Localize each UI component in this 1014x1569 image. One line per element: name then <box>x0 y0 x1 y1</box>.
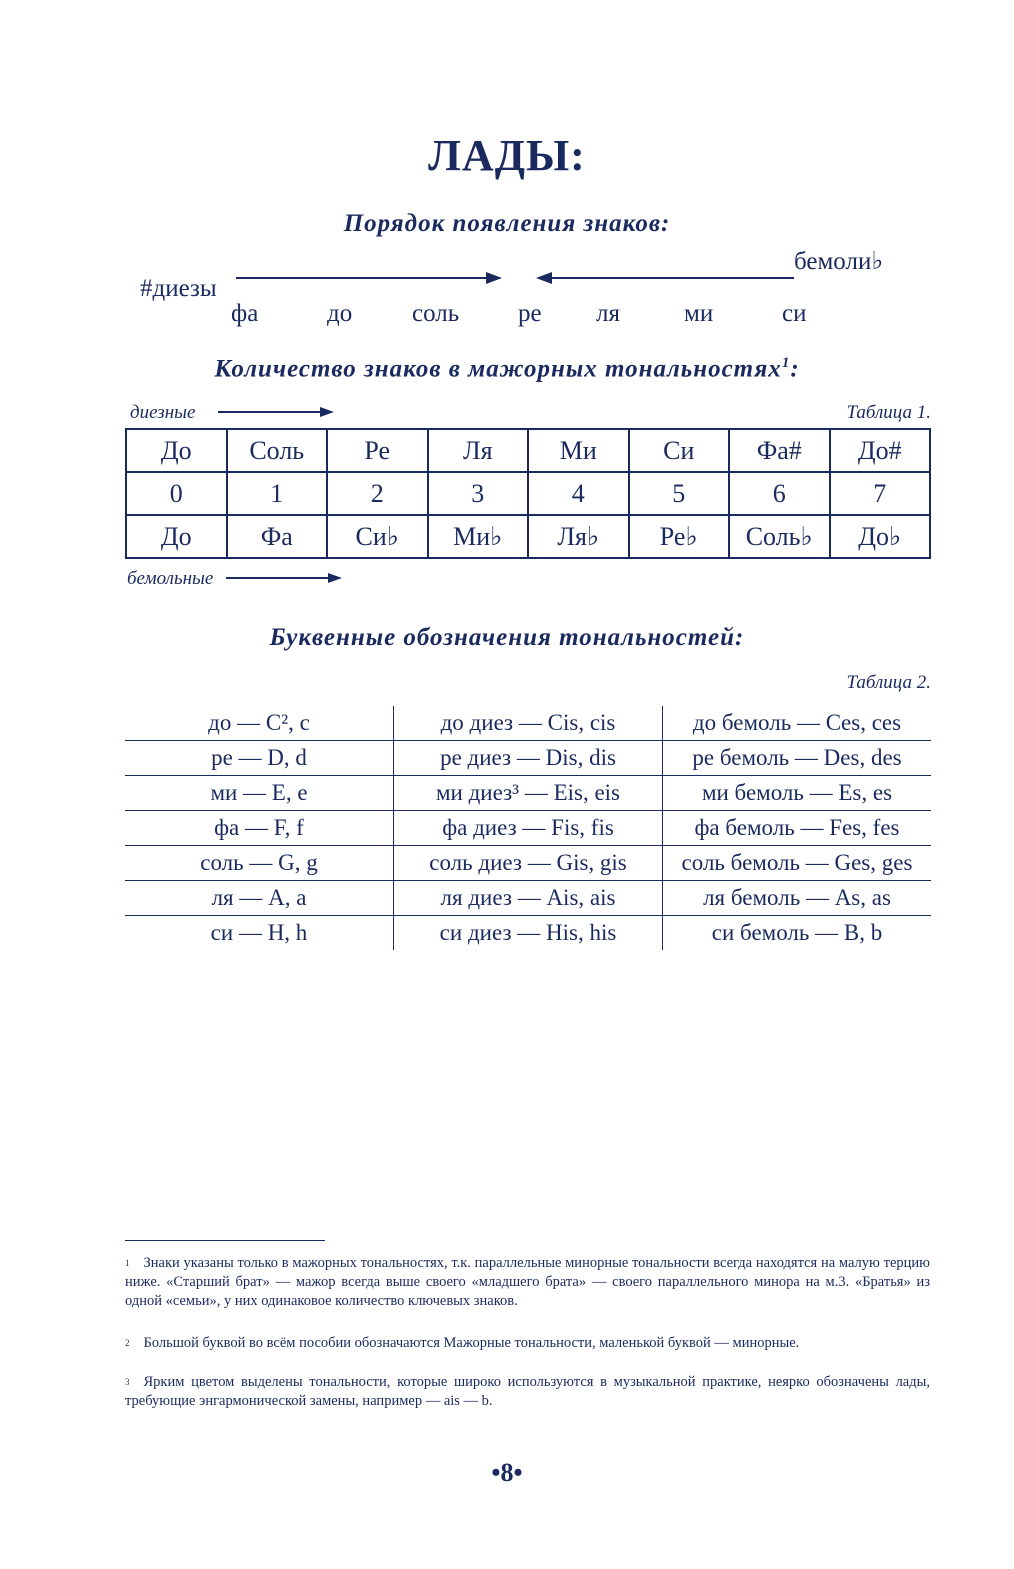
footnote-number: 3 <box>125 1377 130 1387</box>
table1-heading-text: Количество знаков в мажорных тональностях <box>214 355 782 383</box>
table-cell: си — H, h <box>125 916 394 951</box>
table2-heading: Буквенные обозначения тональностей: <box>269 624 745 651</box>
order-note: ми <box>684 300 714 327</box>
table-row <box>125 706 931 741</box>
table1-heading-colon: : <box>790 355 800 383</box>
flat-keys-label: бемольные <box>127 568 214 589</box>
table-cell: Ми <box>528 429 629 472</box>
table-cell: 3 <box>428 472 529 515</box>
table-cell: Ми♭ <box>428 515 529 558</box>
table-cell: до диез — Cis, cis <box>394 706 663 741</box>
order-note: соль <box>412 300 460 327</box>
table-row <box>125 916 931 951</box>
table-cell: ре диез — Dis, dis <box>394 741 663 776</box>
table-cell: ля бемоль — As, as <box>663 881 932 916</box>
letter-names-table <box>125 706 931 950</box>
flats-arrow-icon <box>532 268 794 288</box>
table-row <box>125 846 931 881</box>
table-cell: 7 <box>830 472 931 515</box>
table-cell: Си♭ <box>327 515 428 558</box>
footnote-number: 2 <box>125 1338 130 1348</box>
sharp-keys-row <box>126 429 930 472</box>
table-row <box>125 741 931 776</box>
order-note: ре <box>518 300 542 327</box>
table-cell: ля — A, a <box>125 881 394 916</box>
table-cell: До♭ <box>830 515 931 558</box>
table-cell: До <box>126 515 227 558</box>
table-cell: ре бемоль — Des, des <box>663 741 932 776</box>
table-cell: соль диез — Gis, gis <box>394 846 663 881</box>
table-cell: Фа# <box>729 429 830 472</box>
table-row <box>125 881 931 916</box>
table2-caption: Таблица 2. <box>846 672 931 693</box>
footnote-text: Знаки указаны только в мажорных тональностях, т.к. параллельные минорные тональности всегда находятся на малую терцию ниже. «Старший брат» — мажор всегда выше своего «младшего брата» — своего параллельного минора на м.3. «Братья» из одной «семьи», у них одинаковое количество ключевых знаков. <box>125 1255 930 1309</box>
table-cell: Ре <box>327 429 428 472</box>
table-cell: Ре♭ <box>629 515 730 558</box>
order-note: ля <box>596 300 620 327</box>
order-note: до <box>327 300 353 327</box>
table-cell: до — C², c <box>125 706 394 741</box>
footnote-divider <box>125 1240 325 1241</box>
table-cell: ми диез³ — Eis, eis <box>394 776 663 811</box>
table-cell: Соль♭ <box>729 515 830 558</box>
table-cell: До# <box>830 429 931 472</box>
table-cell: 5 <box>629 472 730 515</box>
sharp-keys-label: диезные <box>130 402 196 423</box>
table-cell: фа диез — Fis, fis <box>394 811 663 846</box>
table-cell: 2 <box>327 472 428 515</box>
table-cell: 0 <box>126 472 227 515</box>
table-cell: Соль <box>227 429 328 472</box>
flat-keys-arrow-icon <box>226 570 344 586</box>
accidentals-count-table <box>125 428 931 559</box>
table-cell: ми бемоль — Es, es <box>663 776 932 811</box>
table-row <box>125 776 931 811</box>
table-cell: Ля <box>428 429 529 472</box>
table-cell: фа — F, f <box>125 811 394 846</box>
table1-heading-footnote-ref: 1 <box>781 355 791 371</box>
table-cell: си бемоль — B, b <box>711 920 883 945</box>
table-cell: ми — E, e <box>125 776 394 811</box>
table-row <box>125 811 931 846</box>
table-cell: соль — G, g <box>125 846 394 881</box>
table-cell: Ля♭ <box>528 515 629 558</box>
table-cell: Си <box>629 429 730 472</box>
table-cell: си диез — His, his <box>394 916 663 951</box>
sharps-arrow-icon <box>236 268 506 288</box>
table-cell: фа бемоль — Fes, fes <box>663 811 932 846</box>
table-cell: ля диез — Ais, ais <box>394 881 663 916</box>
table-cell: 4 <box>528 472 629 515</box>
footnote-number: 1 <box>125 1258 130 1268</box>
table-cell: соль бемоль — Ges, ges <box>663 846 932 881</box>
sharp-keys-arrow-icon <box>218 404 336 420</box>
table-cell: 1 <box>227 472 328 515</box>
footnote-text: Большой буквой во всём пособии обозначаются Мажорные тональности, маленькой буквой — минорные. <box>143 1335 800 1351</box>
page-number: •8• <box>491 1458 523 1487</box>
page-title: ЛАДЫ: <box>428 131 586 180</box>
footnote-text: Ярким цветом выделены тональности, которые широко используются в музыкальной практике, неярко обозначены лады, требующие энгармонической замены, например — ais — b. <box>125 1374 930 1409</box>
footnote <box>125 1254 930 1311</box>
order-note: фа <box>231 300 259 327</box>
flat-keys-row <box>126 515 930 558</box>
sharps-label: #диезы <box>140 275 217 302</box>
table-cell: До <box>126 429 227 472</box>
table-cell: 6 <box>729 472 830 515</box>
footnote <box>125 1373 930 1411</box>
flats-label: бемоли♭ <box>794 248 884 275</box>
table-cell: Фа <box>227 515 328 558</box>
footnote <box>125 1334 930 1353</box>
count-row <box>126 472 930 515</box>
order-note: си <box>782 300 807 327</box>
table1-caption: Таблица 1. <box>846 402 931 423</box>
table1-heading <box>0 355 1014 383</box>
order-heading: Порядок появления знаков: <box>343 210 671 237</box>
table-cell: до бемоль — Ces, ces <box>663 706 932 741</box>
table-cell: ре — D, d <box>125 741 394 776</box>
